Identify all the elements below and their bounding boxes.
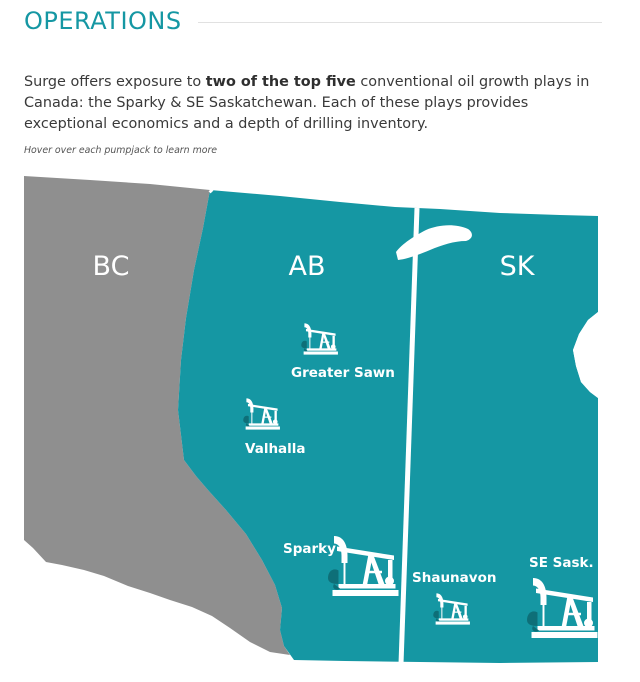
play-label-se-sask[interactable]: SE Sask. xyxy=(529,555,594,571)
play-label-sparky[interactable]: Sparky xyxy=(283,541,336,557)
province-label-bc: BC xyxy=(92,251,130,282)
play-label-shaunavon[interactable]: Shaunavon xyxy=(412,570,497,586)
section-title: OPERATIONS xyxy=(24,7,182,35)
hover-hint: Hover over each pumpjack to learn more xyxy=(24,145,218,156)
intro-text-end: conventional oil growth plays in Canada: the Sparky & SE Saskatchewan. Each of these plays provides exceptional economics and a depth of drilling inventory. xyxy=(24,74,590,133)
play-label-greater-sawn[interactable]: Greater Sawn xyxy=(291,365,395,381)
border-bc-ab xyxy=(210,190,212,192)
intro-text-start: Surge offers exposure to xyxy=(24,74,206,91)
intro-emphasis: two of the top five xyxy=(205,74,356,91)
province-label-ab: AB xyxy=(288,251,326,282)
play-label-valhalla[interactable]: Valhalla xyxy=(245,441,306,457)
province-label-sk: SK xyxy=(499,251,535,282)
